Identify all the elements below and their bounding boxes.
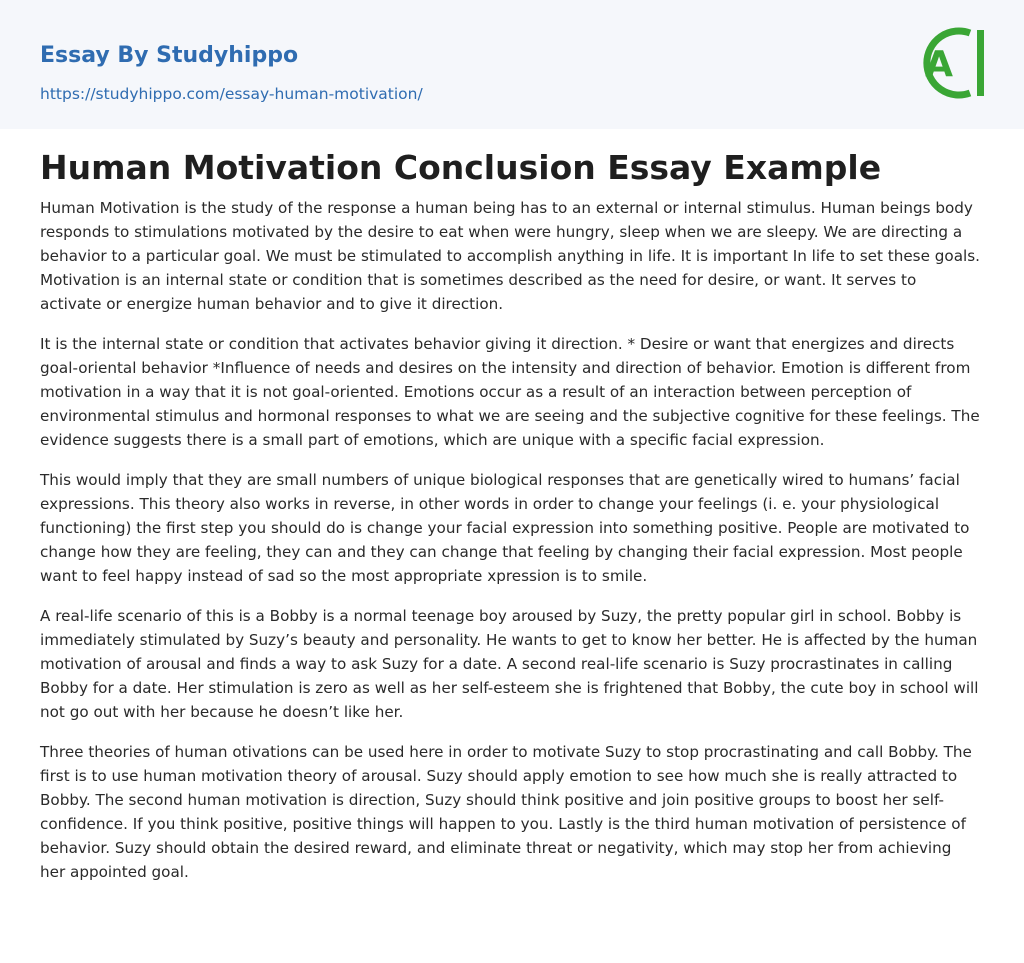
site-header: [0, 0, 1024, 129]
essay-paragraph-1: Human Motivation is the study of the response a human being has to an external or internal stimulus. Human beings body responds to stimulations motivated by the desire to eat when were hungry, sleep when we are sleepy. We are directing a behavior to a particular goal. We must be stimulated to accomplish anything in life. It is important In life to set these goals. Motivation is an internal state or condition that is sometimes described as the need for desire, or want. It serves to activate or energize human behavior and to give it direction.: [40, 199, 980, 313]
essay-paragraph-3: This would imply that they are small numbers of unique biological responses that are genetically wired to humans’ facial expressions. This theory also works in reverse, in other words in order to change your feelings (i. e. your physiological functioning) the first step you should do is change your facial expression into something positive. People are motivated to change how they are feeling, they can and they can change that feeling by changing their facial expression. Most people want to feel happy instead of sad so the most appropriate xpression is to smile.: [40, 471, 970, 585]
essay-paragraph-2: It is the internal state or condition that activates behavior giving it direction. * Desire or want that energizes and directs goal-oriental behavior *Influence of needs and desires on the intensity and direction of behavior. Emotion is different from motivation in a way that it is not goal-oriented. Emotions occur as a result of an interaction between perception of environmental stimulus and hormonal responses to what we are seeing and the subjective cognitive for these feelings. The evidence suggests there is a small part of emotions, which are unique with a specific facial expression.: [40, 335, 980, 449]
essay-paragraph-5: Three theories of human otivations can be used here in order to motivate Suzy to stop procrastinating and call Bobby. The first is to use human motivation theory of arousal. Suzy should apply emotion to see how much she is really attracted to Bobby. The second human motivation is direction, Suzy should think positive and join positive groups to boost her self-confidence. If you think positive, positive things will happen to you. Lastly is the third human motivation of persistence of behavior. Suzy should obtain the desired reward, and eliminate threat or negativity, which may stop her from achieving her appointed goal.: [40, 743, 972, 881]
essay-paragraph-4: A real-life scenario of this is a Bobby is a normal teenage boy aroused by Suzy, the pretty popular girl in school. Bobby is immediately stimulated by Suzy’s beauty and personality. He wants to get to know her better. He is affected by the human motivation of arousal and finds a way to ask Suzy for a date. A second real-life scenario is Suzy procrastinates in calling Bobby for a date. Her stimulation is zero as well as her self-esteem she is frightened that Bobby, the cute boy in school will not go out with her because he doesn’t like her.: [40, 607, 979, 721]
site-title[interactable]: Essay By Studyhippo: [40, 43, 299, 68]
studyhippo-logo-icon[interactable]: [912, 20, 988, 106]
essay-main: [40, 146, 980, 900]
essay-url-link[interactable]: https://studyhippo.com/essay-human-motivation/: [40, 85, 423, 103]
essay-body: [40, 196, 980, 884]
essay-title: Human Motivation Conclusion Essay Example: [40, 148, 882, 187]
logo-letter: A: [925, 44, 953, 85]
